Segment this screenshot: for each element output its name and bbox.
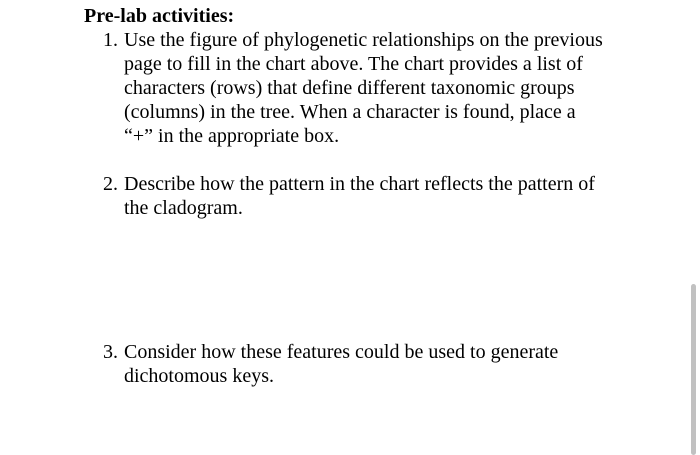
question-line: “+” in the appropriate box. — [124, 125, 340, 147]
question-text — [124, 340, 643, 388]
question-line: page to fill in the chart above. The chart provides a list of — [124, 53, 583, 75]
vertical-scrollbar[interactable] — [691, 284, 696, 455]
question-line: Consider how these features could be used to generate — [124, 341, 559, 363]
question-line: Use the figure of phylogenetic relationships on the previous — [124, 29, 603, 51]
question-text — [124, 28, 643, 148]
question-line: dichotomous keys. — [124, 365, 274, 387]
question-line: the cladogram. — [124, 197, 243, 219]
question-text — [124, 172, 643, 220]
question-line: characters (rows) that define different taxonomic groups — [124, 77, 575, 99]
question-item-2 — [103, 172, 643, 220]
section-heading: Pre-lab activities: — [84, 5, 235, 27]
question-number: 1. — [103, 29, 118, 51]
question-line: Describe how the pattern in the chart reflects the pattern of — [124, 173, 595, 195]
question-line: (columns) in the tree. When a character is found, place a — [124, 101, 576, 123]
question-item-1 — [103, 28, 643, 148]
question-number: 2. — [103, 173, 118, 195]
question-item-3 — [103, 340, 643, 388]
question-number: 3. — [103, 341, 118, 363]
